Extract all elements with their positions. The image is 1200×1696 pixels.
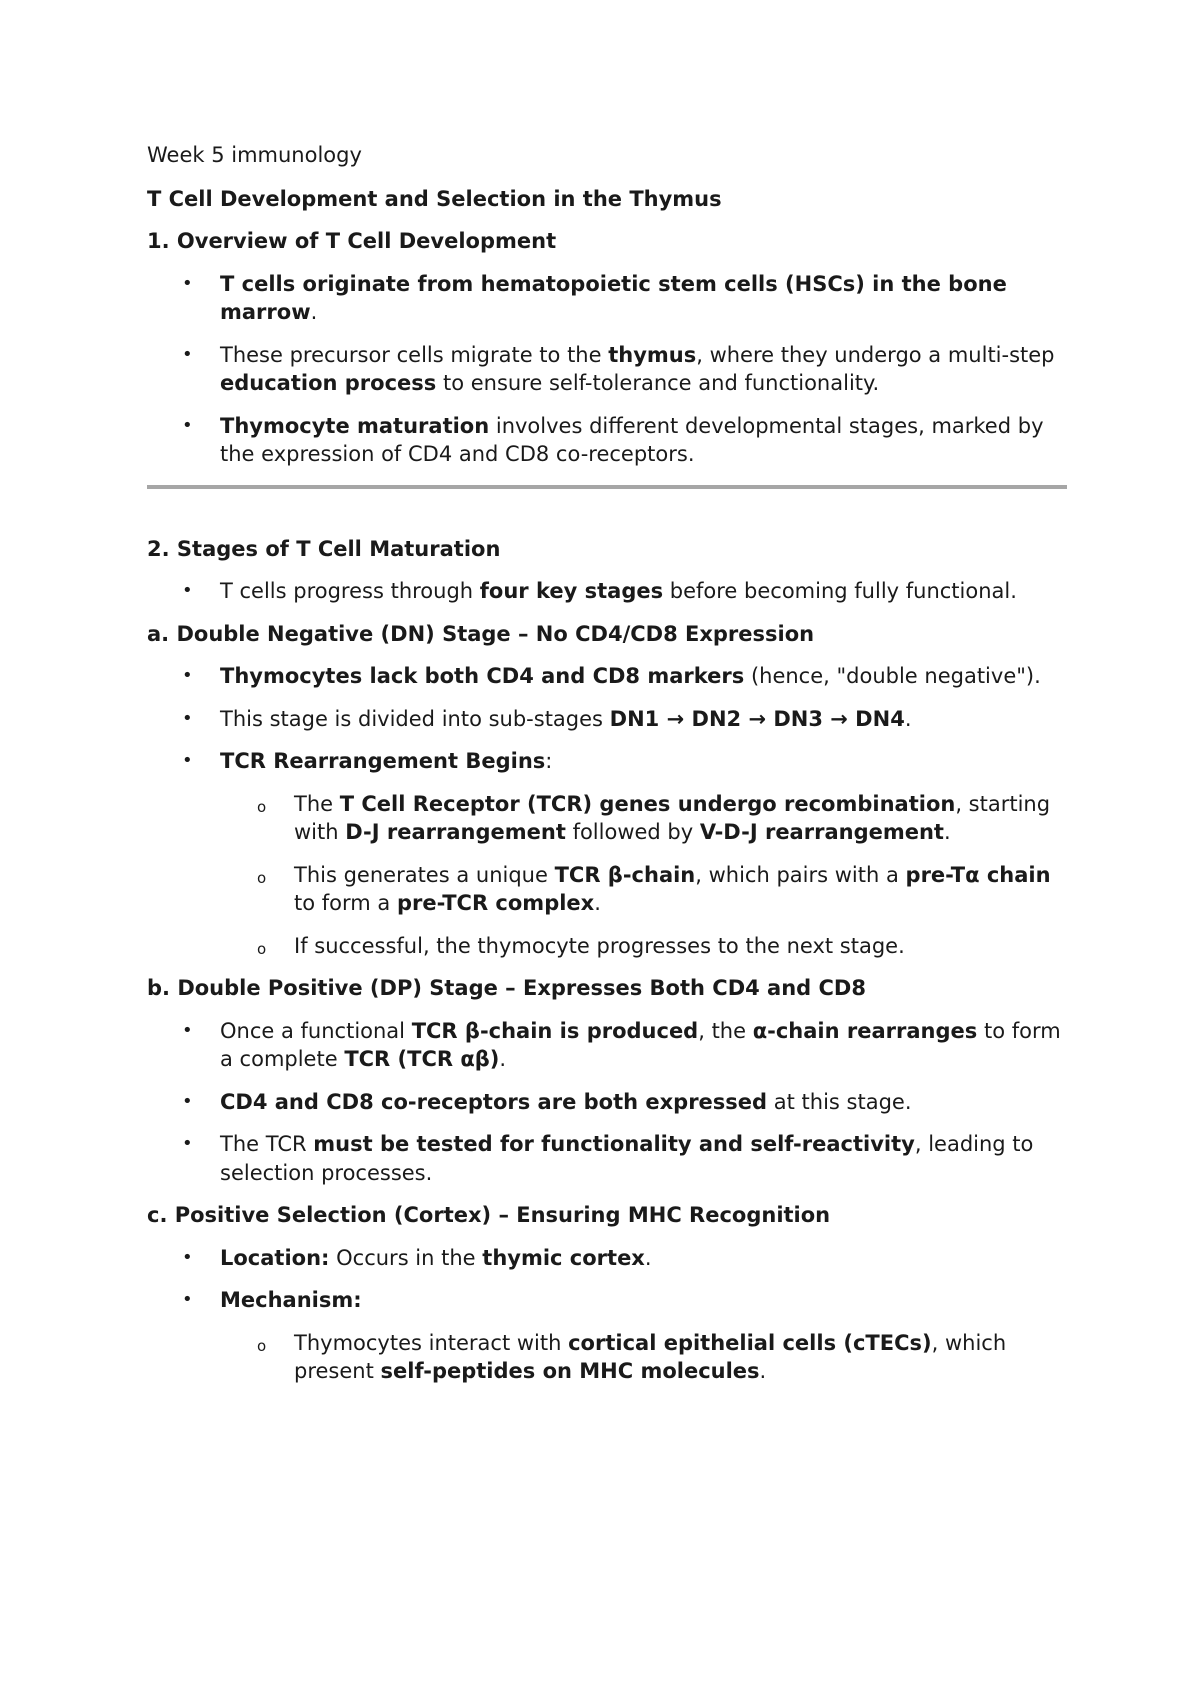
text-run: to ensure self-tolerance and functionality. (436, 371, 880, 395)
list-item (147, 270, 1067, 327)
circle-bullet-icon: o (257, 1336, 267, 1355)
bullet-icon: • (182, 1019, 193, 1041)
bold-text: self-peptides on MHC molecules (380, 1359, 760, 1383)
bold-text: cortical epithelial cells (cTECs) (568, 1330, 932, 1355)
section-c-list (147, 1244, 1067, 1315)
bullet-icon: • (182, 707, 193, 729)
text-run: , starting with (294, 791, 1051, 844)
text-run: . (499, 1047, 507, 1071)
text-run: . (644, 1245, 652, 1270)
text-run: The (294, 791, 340, 816)
text-run: : (545, 749, 553, 773)
circle-bullet-icon: o (257, 868, 267, 887)
bullet-icon: • (182, 343, 193, 365)
bullet-icon: • (182, 1289, 193, 1310)
bold-text: Mechanism: (220, 1288, 362, 1312)
sub-list-item (147, 861, 1067, 918)
bold-text: Location: (220, 1245, 330, 1270)
text-run: These precursor cells migrate to the (220, 342, 609, 367)
bold-text: TCR Rearrangement Begins (220, 749, 546, 773)
bold-text: Thymocytes lack both CD4 and CD8 markers (220, 664, 745, 688)
sub-list-item (147, 1329, 1067, 1386)
bullet-icon: • (182, 1246, 193, 1268)
section-c-heading: c. Positive Selection (Cortex) – Ensuring MHC Recognition (147, 1203, 831, 1227)
list-item (147, 1286, 1067, 1315)
bold-text: TCR (TCR αβ) (344, 1047, 500, 1071)
text-run: to form a complete (220, 1018, 1061, 1071)
section-1-heading: 1. Overview of T Cell Development (147, 229, 557, 253)
text-run: . (310, 300, 318, 324)
text-run: . (943, 820, 951, 844)
text-run: . (904, 706, 912, 731)
section-a-heading: a. Double Negative (DN) Stage – No CD4/CD8 Expression (147, 621, 815, 646)
text-run: , where they undergo a multi-step (696, 342, 1055, 367)
text-run: This generates a unique (294, 862, 555, 887)
bullet-icon: • (182, 665, 193, 686)
sub-list-item (147, 932, 1067, 961)
bold-text: CD4 and CD8 co-receptors are both expressed (220, 1089, 768, 1114)
list-item (147, 1130, 1067, 1187)
bold-text: TCR β-chain is produced (411, 1018, 699, 1043)
list-item (147, 1244, 1067, 1273)
horizontal-divider (147, 485, 1067, 489)
text-run: If successful, the thymocyte progresses to the next stage. (294, 933, 905, 958)
circle-bullet-icon: o (257, 939, 267, 958)
bullet-icon: • (182, 1090, 193, 1112)
text-run: T cells progress through (220, 579, 480, 603)
document-page (147, 141, 1067, 1400)
text-run: (hence, "double negative"). (744, 664, 1041, 688)
list-item (147, 341, 1067, 398)
main-title: T Cell Development and Selection in the Thymus (147, 186, 722, 211)
text-run: Occurs in the (329, 1245, 483, 1270)
bold-text: thymus (608, 342, 697, 367)
list-item (147, 747, 1067, 776)
bold-text: Thymocyte maturation (220, 413, 490, 438)
section-b-heading: b. Double Positive (DP) Stage – Expresses Both CD4 and CD8 (147, 976, 866, 1000)
text-run: , leading to selection processes. (220, 1132, 1034, 1185)
text-run: . (594, 891, 601, 915)
bold-text: pre-Tα chain (905, 862, 1051, 887)
bold-text: education process (220, 371, 437, 395)
sub-list-item (147, 790, 1067, 847)
section-a-list (147, 662, 1067, 776)
section-1-list (147, 270, 1067, 469)
bold-text: four key stages (479, 579, 664, 603)
list-item (147, 1088, 1067, 1117)
text-run: involves different developmental stages, marked by the expression of CD4 and CD8 co-receptors. (220, 413, 1044, 466)
list-item (147, 662, 1067, 691)
text-run: , the (698, 1018, 753, 1043)
list-item (147, 412, 1067, 469)
bold-text: T Cell Receptor (TCR) genes undergo recombination (339, 791, 956, 816)
bullet-icon: • (182, 750, 193, 771)
list-item (147, 577, 1067, 606)
week-title: Week 5 immunology (147, 143, 362, 167)
text-run: , which pairs with a (695, 862, 906, 887)
bold-text: TCR β-chain (554, 862, 696, 887)
section-2-list (147, 577, 1067, 606)
section-a-sublist (147, 790, 1067, 961)
section-b-list (147, 1017, 1067, 1188)
bullet-icon: • (182, 414, 193, 436)
text-run: The TCR (220, 1132, 314, 1156)
text-run: This stage is divided into sub-stages (220, 706, 610, 731)
bold-text: α-chain rearranges (752, 1018, 978, 1043)
section-c-sublist (147, 1329, 1067, 1386)
list-item (147, 1017, 1067, 1074)
text-run: to form a (294, 891, 397, 915)
bold-text: must be tested for functionality and self-reactivity (313, 1132, 915, 1156)
text-run: before becoming fully functional. (663, 579, 1017, 603)
circle-bullet-icon: o (257, 797, 267, 816)
text-run: at this stage. (767, 1089, 912, 1114)
bold-text: pre-TCR complex (396, 891, 595, 915)
text-run: followed by (565, 820, 700, 844)
bold-text: T cells originate from hematopoietic stem cells (HSCs) in the bone marrow (220, 271, 1007, 324)
bullet-icon: • (182, 580, 193, 601)
list-item (147, 705, 1067, 734)
text-run: . (759, 1359, 767, 1383)
text-run: Thymocytes interact with (294, 1330, 569, 1355)
bold-text: V-D-J rearrangement (699, 820, 944, 844)
bold-text: D-J rearrangement (345, 820, 566, 844)
bold-text: thymic cortex (482, 1245, 645, 1270)
text-run: , which present (294, 1330, 1007, 1383)
bullet-icon: • (182, 272, 193, 294)
text-run: Once a functional (220, 1018, 412, 1043)
section-2-heading: 2. Stages of T Cell Maturation (147, 536, 501, 561)
bold-text: DN1 → DN2 → DN3 → DN4 (609, 706, 905, 731)
bullet-icon: • (182, 1133, 193, 1154)
